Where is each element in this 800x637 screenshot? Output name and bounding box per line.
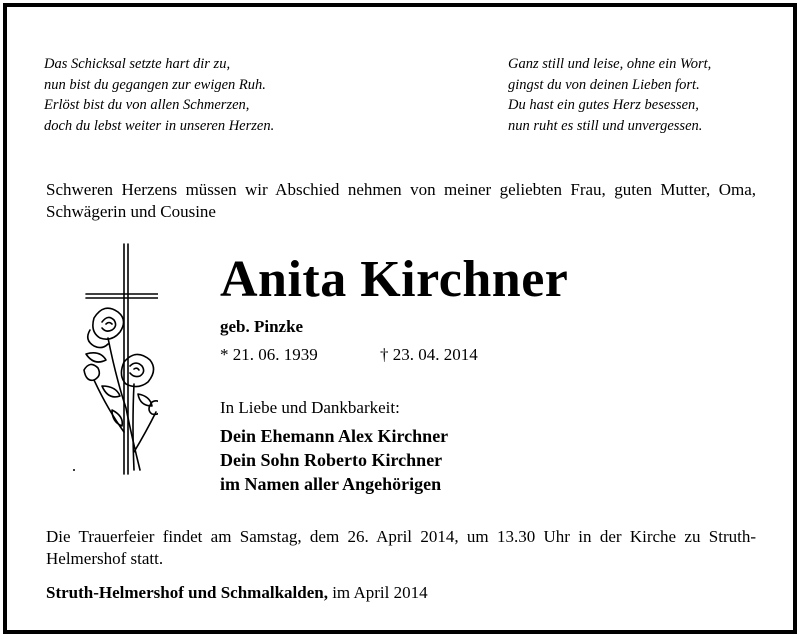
- mourner-line: im Namen aller Angehörigen: [220, 474, 442, 494]
- death-date: † 23. 04. 2014: [380, 345, 478, 364]
- place-towns: Struth-Helmershof und Schmalkalden,: [46, 583, 328, 602]
- cross-with-roses-icon: [68, 238, 158, 480]
- poem-left-line: Erlöst bist du von allen Schmerzen,: [44, 97, 250, 113]
- birth-date: * 21. 06. 1939: [220, 345, 318, 364]
- poem-left-line: doch du lebst weiter in unseren Herzen.: [44, 117, 275, 134]
- poem-right-line: Du hast ein gutes Herz besessen,: [508, 97, 699, 113]
- funeral-note: Die Trauerfeier findet am Samstag, dem 26. April 2014, um 13.30 Uhr in der Kirche zu Struth-Helmershof statt.: [46, 527, 756, 568]
- mourner-line: Dein Ehemann Alex Kirchner: [220, 426, 449, 446]
- maiden-name: geb. Pinzke: [220, 317, 304, 336]
- thanks-line: In Liebe und Dankbarkeit:: [220, 398, 400, 417]
- life-dates: [220, 344, 478, 366]
- poem-left: [44, 54, 274, 136]
- place-date-line: [46, 582, 428, 604]
- mourners-list: [220, 424, 448, 496]
- deceased-name: Anita Kirchner: [220, 251, 569, 308]
- poem-right-line: nun ruht es still und unvergessen.: [508, 117, 703, 134]
- mourner-line: Dein Sohn Roberto Kirchner: [220, 450, 443, 470]
- place-date: im April 2014: [327, 583, 428, 602]
- poem-left-line: nun bist du gegangen zur ewigen Ruh.: [44, 76, 266, 93]
- poem-right-line: Ganz still und leise, ohne ein Wort,: [508, 56, 712, 72]
- poem-right: [508, 54, 711, 136]
- intro-text: Schweren Herzens müssen wir Abschied nehmen von meiner geliebten Frau, guten Mutter, Oma, Schwägerin und Cousine: [46, 180, 756, 221]
- poem-right-line: gingst du von deinen Lieben fort.: [508, 76, 700, 93]
- poem-left-line: Das Schicksal setzte hart dir zu,: [44, 56, 231, 72]
